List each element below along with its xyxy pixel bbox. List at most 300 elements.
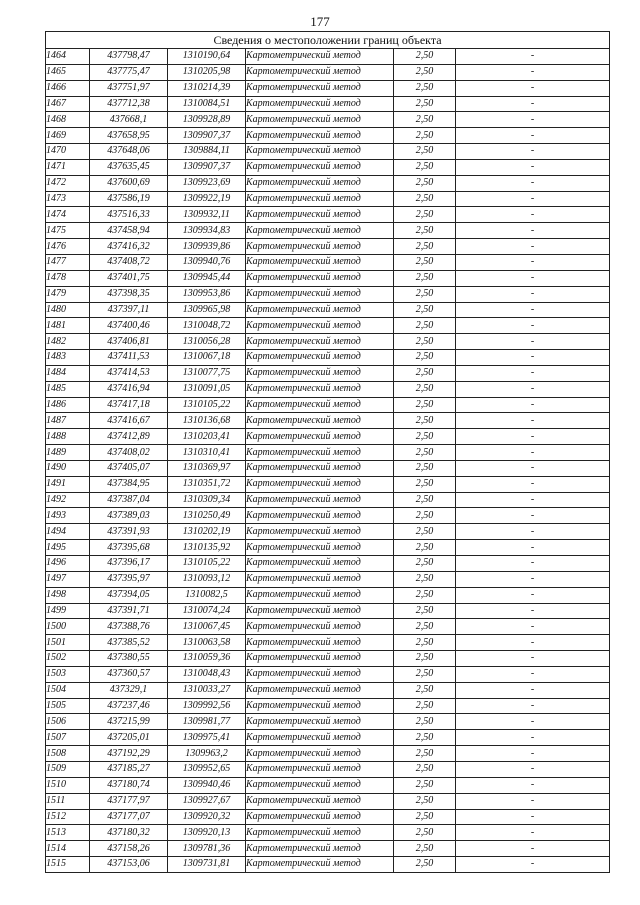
point-number-cell: 1512 (46, 809, 90, 825)
determination-method-cell: Картометрический метод (246, 666, 394, 682)
coordinate-y-cell: 1309932,11 (168, 207, 246, 223)
coordinate-x-cell: 437414,53 (90, 365, 168, 381)
point-number-cell: 1485 (46, 381, 90, 397)
coordinate-x-cell: 437586,19 (90, 191, 168, 207)
table-row (46, 144, 610, 160)
accuracy-cell: 2,50 (394, 175, 456, 191)
point-number-cell: 1509 (46, 761, 90, 777)
coordinate-x-cell: 437400,46 (90, 318, 168, 334)
table-row (46, 825, 610, 841)
accuracy-cell: 2,50 (394, 857, 456, 873)
determination-method-cell: Картометрический метод (246, 302, 394, 318)
coordinate-x-cell: 437329,1 (90, 682, 168, 698)
accuracy-cell: 2,50 (394, 524, 456, 540)
point-number-cell: 1496 (46, 556, 90, 572)
coordinate-y-cell: 1310091,05 (168, 381, 246, 397)
determination-method-cell: Картометрический метод (246, 809, 394, 825)
accuracy-cell: 2,50 (394, 112, 456, 128)
coordinate-x-cell: 437516,33 (90, 207, 168, 223)
coordinate-y-cell: 1310105,22 (168, 397, 246, 413)
determination-method-cell: Картометрический метод (246, 49, 394, 65)
description-cell: - (456, 825, 610, 841)
table-row (46, 445, 610, 461)
point-number-cell: 1502 (46, 651, 90, 667)
table-row (46, 128, 610, 144)
determination-method-cell: Картометрический метод (246, 714, 394, 730)
coordinate-x-cell: 437153,06 (90, 857, 168, 873)
point-number-cell: 1497 (46, 571, 90, 587)
accuracy-cell: 2,50 (394, 825, 456, 841)
coordinate-x-cell: 437380,55 (90, 651, 168, 667)
table-row (46, 191, 610, 207)
table-row (46, 571, 610, 587)
coordinate-y-cell: 1310190,64 (168, 49, 246, 65)
description-cell: - (456, 175, 610, 191)
coordinate-y-cell: 1309907,37 (168, 159, 246, 175)
accuracy-cell: 2,50 (394, 350, 456, 366)
coordinate-x-cell: 437396,17 (90, 556, 168, 572)
description-cell: - (456, 746, 610, 762)
point-number-cell: 1491 (46, 476, 90, 492)
point-number-cell: 1481 (46, 318, 90, 334)
coordinate-x-cell: 437387,04 (90, 492, 168, 508)
description-cell: - (456, 730, 610, 746)
accuracy-cell: 2,50 (394, 761, 456, 777)
coordinate-x-cell: 437360,57 (90, 666, 168, 682)
accuracy-cell: 2,50 (394, 270, 456, 286)
table-row (46, 746, 610, 762)
determination-method-cell: Картометрический метод (246, 825, 394, 841)
description-cell: - (456, 635, 610, 651)
determination-method-cell: Картометрический метод (246, 619, 394, 635)
point-number-cell: 1464 (46, 49, 90, 65)
description-cell: - (456, 191, 610, 207)
determination-method-cell: Картометрический метод (246, 651, 394, 667)
point-number-cell: 1513 (46, 825, 90, 841)
coordinate-x-cell: 437412,89 (90, 429, 168, 445)
table-row (46, 476, 610, 492)
accuracy-cell: 2,50 (394, 144, 456, 160)
accuracy-cell: 2,50 (394, 746, 456, 762)
determination-method-cell: Картометрический метод (246, 223, 394, 239)
accuracy-cell: 2,50 (394, 619, 456, 635)
description-cell: - (456, 223, 610, 239)
determination-method-cell: Картометрический метод (246, 746, 394, 762)
boundary-coordinates-table (45, 31, 610, 873)
coordinate-y-cell: 1309731,81 (168, 857, 246, 873)
determination-method-cell: Картометрический метод (246, 777, 394, 793)
accuracy-cell: 2,50 (394, 381, 456, 397)
determination-method-cell: Картометрический метод (246, 239, 394, 255)
table-row (46, 540, 610, 556)
point-number-cell: 1465 (46, 64, 90, 80)
table-row (46, 207, 610, 223)
point-number-cell: 1489 (46, 445, 90, 461)
coordinate-x-cell: 437408,72 (90, 254, 168, 270)
table-row (46, 254, 610, 270)
coordinate-x-cell: 437215,99 (90, 714, 168, 730)
accuracy-cell: 2,50 (394, 793, 456, 809)
description-cell: - (456, 64, 610, 80)
coordinate-x-cell: 437417,18 (90, 397, 168, 413)
table-row (46, 698, 610, 714)
point-number-cell: 1506 (46, 714, 90, 730)
determination-method-cell: Картометрический метод (246, 571, 394, 587)
table-title: Сведения о местоположении границ объекта (46, 32, 610, 49)
accuracy-cell: 2,50 (394, 128, 456, 144)
accuracy-cell: 2,50 (394, 318, 456, 334)
table-row (46, 159, 610, 175)
coordinate-y-cell: 1310063,58 (168, 635, 246, 651)
table-row (46, 603, 610, 619)
point-number-cell: 1500 (46, 619, 90, 635)
description-cell: - (456, 96, 610, 112)
point-number-cell: 1501 (46, 635, 90, 651)
point-number-cell: 1499 (46, 603, 90, 619)
table-row (46, 635, 610, 651)
point-number-cell: 1478 (46, 270, 90, 286)
coordinate-y-cell: 1309927,67 (168, 793, 246, 809)
point-number-cell: 1487 (46, 413, 90, 429)
coordinate-x-cell: 437668,1 (90, 112, 168, 128)
determination-method-cell: Картометрический метод (246, 80, 394, 96)
coordinate-y-cell: 1310310,41 (168, 445, 246, 461)
point-number-cell: 1492 (46, 492, 90, 508)
coordinate-x-cell: 437751,97 (90, 80, 168, 96)
accuracy-cell: 2,50 (394, 603, 456, 619)
point-number-cell: 1470 (46, 144, 90, 160)
table-row (46, 334, 610, 350)
determination-method-cell: Картометрический метод (246, 508, 394, 524)
coordinate-x-cell: 437185,27 (90, 761, 168, 777)
description-cell: - (456, 524, 610, 540)
accuracy-cell: 2,50 (394, 96, 456, 112)
coordinate-y-cell: 1309975,41 (168, 730, 246, 746)
description-cell: - (456, 587, 610, 603)
point-number-cell: 1472 (46, 175, 90, 191)
description-cell: - (456, 445, 610, 461)
accuracy-cell: 2,50 (394, 730, 456, 746)
determination-method-cell: Картометрический метод (246, 682, 394, 698)
coordinate-x-cell: 437398,35 (90, 286, 168, 302)
description-cell: - (456, 556, 610, 572)
coordinate-y-cell: 1310056,28 (168, 334, 246, 350)
determination-method-cell: Картометрический метод (246, 159, 394, 175)
accuracy-cell: 2,50 (394, 159, 456, 175)
accuracy-cell: 2,50 (394, 207, 456, 223)
accuracy-cell: 2,50 (394, 445, 456, 461)
determination-method-cell: Картометрический метод (246, 144, 394, 160)
table-row (46, 365, 610, 381)
determination-method-cell: Картометрический метод (246, 730, 394, 746)
accuracy-cell: 2,50 (394, 540, 456, 556)
description-cell: - (456, 793, 610, 809)
coordinate-x-cell: 437391,71 (90, 603, 168, 619)
table-row (46, 270, 610, 286)
description-cell: - (456, 540, 610, 556)
determination-method-cell: Картометрический метод (246, 492, 394, 508)
table-row (46, 429, 610, 445)
accuracy-cell: 2,50 (394, 571, 456, 587)
determination-method-cell: Картометрический метод (246, 524, 394, 540)
coordinate-y-cell: 1310369,97 (168, 460, 246, 476)
table-row (46, 460, 610, 476)
point-number-cell: 1510 (46, 777, 90, 793)
table-row (46, 286, 610, 302)
accuracy-cell: 2,50 (394, 223, 456, 239)
coordinate-y-cell: 1310082,5 (168, 587, 246, 603)
coordinate-x-cell: 437205,01 (90, 730, 168, 746)
point-number-cell: 1480 (46, 302, 90, 318)
determination-method-cell: Картометрический метод (246, 112, 394, 128)
determination-method-cell: Картометрический метод (246, 540, 394, 556)
coordinate-x-cell: 437416,32 (90, 239, 168, 255)
description-cell: - (456, 270, 610, 286)
determination-method-cell: Картометрический метод (246, 587, 394, 603)
determination-method-cell: Картометрический метод (246, 635, 394, 651)
coordinate-y-cell: 1310074,24 (168, 603, 246, 619)
point-number-cell: 1468 (46, 112, 90, 128)
coordinate-y-cell: 1309965,98 (168, 302, 246, 318)
determination-method-cell: Картометрический метод (246, 175, 394, 191)
table-row (46, 682, 610, 698)
determination-method-cell: Картометрический метод (246, 397, 394, 413)
point-number-cell: 1503 (46, 666, 90, 682)
description-cell: - (456, 571, 610, 587)
table-row (46, 112, 610, 128)
determination-method-cell: Картометрический метод (246, 365, 394, 381)
coordinate-x-cell: 437401,75 (90, 270, 168, 286)
description-cell: - (456, 651, 610, 667)
table-row (46, 587, 610, 603)
determination-method-cell: Картометрический метод (246, 334, 394, 350)
coordinate-x-cell: 437395,68 (90, 540, 168, 556)
determination-method-cell: Картометрический метод (246, 556, 394, 572)
point-number-cell: 1469 (46, 128, 90, 144)
coordinate-y-cell: 1309922,19 (168, 191, 246, 207)
point-number-cell: 1493 (46, 508, 90, 524)
description-cell: - (456, 698, 610, 714)
accuracy-cell: 2,50 (394, 651, 456, 667)
table-row (46, 809, 610, 825)
coordinate-x-cell: 437192,29 (90, 746, 168, 762)
coordinate-y-cell: 1309992,56 (168, 698, 246, 714)
determination-method-cell: Картометрический метод (246, 286, 394, 302)
description-cell: - (456, 112, 610, 128)
coordinate-x-cell: 437408,02 (90, 445, 168, 461)
coordinate-y-cell: 1310067,18 (168, 350, 246, 366)
coordinate-x-cell: 437635,45 (90, 159, 168, 175)
coordinate-x-cell: 437600,69 (90, 175, 168, 191)
description-cell: - (456, 714, 610, 730)
description-cell: - (456, 761, 610, 777)
accuracy-cell: 2,50 (394, 334, 456, 350)
coordinate-y-cell: 1310033,27 (168, 682, 246, 698)
description-cell: - (456, 619, 610, 635)
description-cell: - (456, 413, 610, 429)
coordinate-x-cell: 437712,38 (90, 96, 168, 112)
description-cell: - (456, 492, 610, 508)
accuracy-cell: 2,50 (394, 302, 456, 318)
table-row (46, 777, 610, 793)
table-row (46, 223, 610, 239)
coordinate-y-cell: 1309945,44 (168, 270, 246, 286)
table-row (46, 714, 610, 730)
coordinate-x-cell: 437391,93 (90, 524, 168, 540)
accuracy-cell: 2,50 (394, 429, 456, 445)
point-number-cell: 1483 (46, 350, 90, 366)
accuracy-cell: 2,50 (394, 714, 456, 730)
coordinate-y-cell: 1310309,34 (168, 492, 246, 508)
point-number-cell: 1482 (46, 334, 90, 350)
accuracy-cell: 2,50 (394, 508, 456, 524)
coordinate-y-cell: 1310250,49 (168, 508, 246, 524)
coordinate-y-cell: 1309952,65 (168, 761, 246, 777)
accuracy-cell: 2,50 (394, 254, 456, 270)
determination-method-cell: Картометрический метод (246, 476, 394, 492)
determination-method-cell: Картометрический метод (246, 350, 394, 366)
coordinate-x-cell: 437416,67 (90, 413, 168, 429)
description-cell: - (456, 429, 610, 445)
accuracy-cell: 2,50 (394, 777, 456, 793)
coordinate-x-cell: 437389,03 (90, 508, 168, 524)
table-row (46, 793, 610, 809)
accuracy-cell: 2,50 (394, 682, 456, 698)
coordinate-x-cell: 437237,46 (90, 698, 168, 714)
point-number-cell: 1488 (46, 429, 90, 445)
table-row (46, 524, 610, 540)
description-cell: - (456, 207, 610, 223)
coordinate-x-cell: 437416,94 (90, 381, 168, 397)
determination-method-cell: Картометрический метод (246, 857, 394, 873)
point-number-cell: 1467 (46, 96, 90, 112)
determination-method-cell: Картометрический метод (246, 429, 394, 445)
point-number-cell: 1507 (46, 730, 90, 746)
point-number-cell: 1466 (46, 80, 90, 96)
description-cell: - (456, 365, 610, 381)
coordinate-x-cell: 437385,52 (90, 635, 168, 651)
accuracy-cell: 2,50 (394, 286, 456, 302)
determination-method-cell: Картометрический метод (246, 270, 394, 286)
table-row (46, 841, 610, 857)
table-row (46, 651, 610, 667)
point-number-cell: 1479 (46, 286, 90, 302)
point-number-cell: 1474 (46, 207, 90, 223)
coordinate-y-cell: 1309920,32 (168, 809, 246, 825)
determination-method-cell: Картометрический метод (246, 445, 394, 461)
accuracy-cell: 2,50 (394, 587, 456, 603)
coordinate-y-cell: 1309923,69 (168, 175, 246, 191)
point-number-cell: 1508 (46, 746, 90, 762)
accuracy-cell: 2,50 (394, 397, 456, 413)
accuracy-cell: 2,50 (394, 635, 456, 651)
coordinate-x-cell: 437775,47 (90, 64, 168, 80)
coordinate-y-cell: 1310048,43 (168, 666, 246, 682)
point-number-cell: 1476 (46, 239, 90, 255)
table-title-row (46, 32, 610, 49)
point-number-cell: 1471 (46, 159, 90, 175)
description-cell: - (456, 128, 610, 144)
coordinate-y-cell: 1310214,39 (168, 80, 246, 96)
coordinate-x-cell: 437177,07 (90, 809, 168, 825)
description-cell: - (456, 334, 610, 350)
table-row (46, 350, 610, 366)
point-number-cell: 1504 (46, 682, 90, 698)
description-cell: - (456, 857, 610, 873)
coordinate-y-cell: 1310203,41 (168, 429, 246, 445)
accuracy-cell: 2,50 (394, 841, 456, 857)
table-row (46, 492, 610, 508)
description-cell: - (456, 841, 610, 857)
coordinate-x-cell: 437388,76 (90, 619, 168, 635)
table-row (46, 857, 610, 873)
determination-method-cell: Картометрический метод (246, 603, 394, 619)
coordinate-y-cell: 1309981,77 (168, 714, 246, 730)
coordinate-x-cell: 437397,11 (90, 302, 168, 318)
description-cell: - (456, 777, 610, 793)
coordinate-x-cell: 437158,26 (90, 841, 168, 857)
accuracy-cell: 2,50 (394, 460, 456, 476)
accuracy-cell: 2,50 (394, 492, 456, 508)
coordinate-y-cell: 1310135,92 (168, 540, 246, 556)
coordinate-y-cell: 1309934,83 (168, 223, 246, 239)
coordinate-y-cell: 1309884,11 (168, 144, 246, 160)
coordinate-y-cell: 1310351,72 (168, 476, 246, 492)
table-row (46, 175, 610, 191)
coordinate-y-cell: 1310093,12 (168, 571, 246, 587)
coordinate-x-cell: 437648,06 (90, 144, 168, 160)
coordinate-x-cell: 437177,97 (90, 793, 168, 809)
accuracy-cell: 2,50 (394, 698, 456, 714)
description-cell: - (456, 397, 610, 413)
coordinate-y-cell: 1310084,51 (168, 96, 246, 112)
table-row (46, 64, 610, 80)
coordinate-x-cell: 437384,95 (90, 476, 168, 492)
determination-method-cell: Картометрический метод (246, 318, 394, 334)
accuracy-cell: 2,50 (394, 365, 456, 381)
description-cell: - (456, 286, 610, 302)
table-row (46, 318, 610, 334)
table-row (46, 413, 610, 429)
determination-method-cell: Картометрический метод (246, 64, 394, 80)
table-row (46, 508, 610, 524)
determination-method-cell: Картометрический метод (246, 128, 394, 144)
coordinate-x-cell: 437180,32 (90, 825, 168, 841)
description-cell: - (456, 476, 610, 492)
description-cell: - (456, 80, 610, 96)
accuracy-cell: 2,50 (394, 556, 456, 572)
table-row (46, 381, 610, 397)
coordinate-y-cell: 1309781,36 (168, 841, 246, 857)
determination-method-cell: Картометрический метод (246, 254, 394, 270)
description-cell: - (456, 809, 610, 825)
coordinate-y-cell: 1309928,89 (168, 112, 246, 128)
accuracy-cell: 2,50 (394, 80, 456, 96)
accuracy-cell: 2,50 (394, 49, 456, 65)
coordinate-y-cell: 1310059,36 (168, 651, 246, 667)
coordinate-x-cell: 437798,47 (90, 49, 168, 65)
determination-method-cell: Картометрический метод (246, 761, 394, 777)
accuracy-cell: 2,50 (394, 476, 456, 492)
description-cell: - (456, 682, 610, 698)
table-body (46, 49, 610, 873)
accuracy-cell: 2,50 (394, 413, 456, 429)
point-number-cell: 1498 (46, 587, 90, 603)
coordinate-x-cell: 437658,95 (90, 128, 168, 144)
point-number-cell: 1473 (46, 191, 90, 207)
coordinate-y-cell: 1310067,45 (168, 619, 246, 635)
description-cell: - (456, 144, 610, 160)
